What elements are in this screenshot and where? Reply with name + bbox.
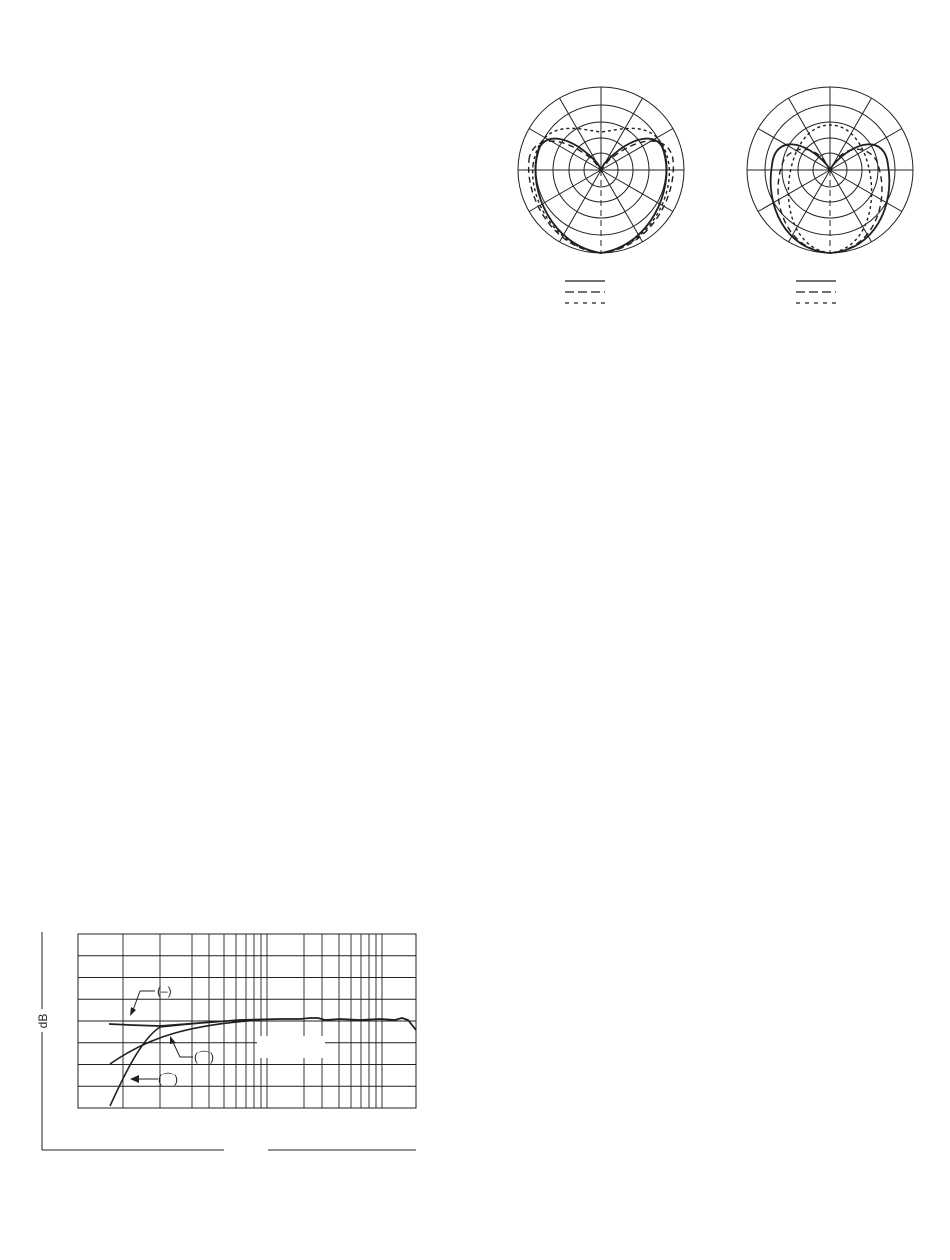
polar-legend-left xyxy=(565,281,605,303)
curve-flat xyxy=(109,1018,416,1030)
callout-low-cut-2 xyxy=(130,1072,178,1086)
polar-legend-right xyxy=(796,281,836,303)
y-axis-label: dB xyxy=(36,1013,50,1029)
polar-plot-left xyxy=(518,87,684,303)
curve-label-flat: (–) xyxy=(157,984,172,998)
callout-flat xyxy=(130,984,172,1016)
polar-plot-right xyxy=(747,87,913,303)
curve-label-low-cut-2: (⌒) xyxy=(158,1072,178,1086)
curve-label-low-cut-1: (⌒) xyxy=(194,1050,214,1064)
frequency-response-chart xyxy=(36,932,416,1150)
